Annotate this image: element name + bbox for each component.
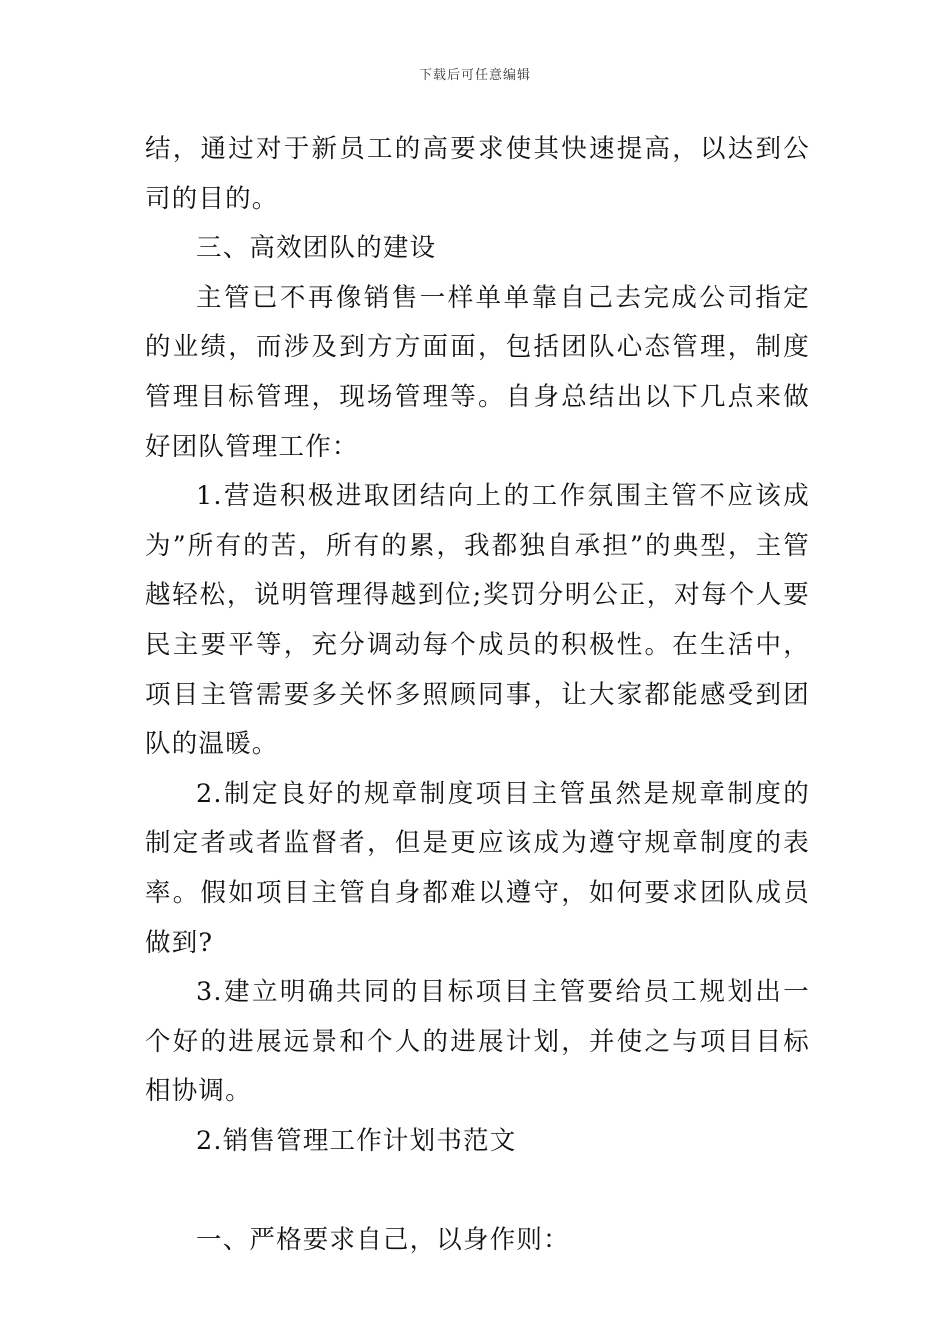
blank-line xyxy=(145,1166,810,1216)
section-heading-self-discipline: 一、严格要求自己，以身作则： xyxy=(196,1225,570,1256)
paragraph-supervisor-role: 主管已不再像销售一样单单靠自己去完成公司指定的业绩，而涉及到方方面面，包括团队心态管理，制度管理目标管理，现场管理等。自身总结出以下几点来做好团队管理工作： xyxy=(145,282,810,462)
document-body xyxy=(145,125,810,1266)
paragraph-point-3: 3.建立明确共同的目标项目主管要给员工规划出一个好的进展远景和个人的进展计划，并使之与项目目标相协调。 xyxy=(145,977,810,1107)
section-heading-team-building: 三、高效团队的建设 xyxy=(196,233,437,264)
paragraph-point-1: 1.营造积极进取团结向上的工作氛围主管不应该成为”所有的苦，所有的累，我都独自承担”的典型，主管越轻松，说明管理得越到位;奖罚分明公正，对每个人要民主要平等，充分调动每个成员的积极性。在生活中，项目主管需要多关怀多照顾同事，让大家都能感受到团队的温暖。 xyxy=(145,481,810,760)
paragraph-continuation: 结，通过对于新员工的高要求使其快速提高，以达到公司的目的。 xyxy=(145,134,810,214)
section-heading-sales-plan: 2.销售管理工作计划书范文 xyxy=(196,1125,517,1156)
page-header: 下载后可任意编辑 xyxy=(418,68,531,83)
paragraph-point-2: 2.制定良好的规章制度项目主管虽然是规章制度的制定者或者监督者，但是更应该成为遵守规章制度的表率。假如项目主管自身都难以遵守，如何要求团队成员做到? xyxy=(145,778,810,958)
